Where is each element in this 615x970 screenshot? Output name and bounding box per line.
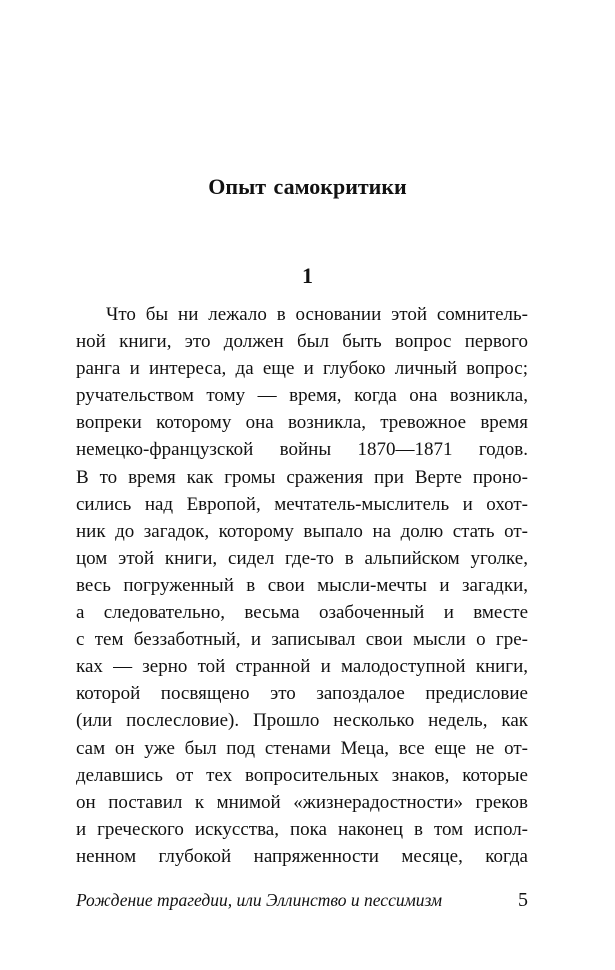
text-line: сились над Европой, мечтатель-мыслитель и охот- <box>76 493 528 515</box>
text-line: немецко-французской войны 1870—1871 годов. <box>76 439 528 461</box>
text-line: сам он уже был под стенами Меца, все еще не от- <box>76 737 528 759</box>
text-line: (или послесловие). Прошло несколько недель, как <box>76 710 528 732</box>
text-line: с тем беззаботный, и записывал свои мысли о гре- <box>76 629 528 651</box>
text-line: В то время как громы сражения при Верте проно- <box>76 466 528 488</box>
text-line: Что бы ни лежало в основании этой сомнитель- <box>106 304 528 325</box>
chapter-title: Опыт самокритики <box>208 174 407 199</box>
text-line: а следовательно, весьма озабоченный и вместе <box>76 602 528 624</box>
text-line: ках — зерно той странной и малодоступной книги, <box>76 656 528 678</box>
section-number: 1 <box>302 263 313 288</box>
text-line: ной книги, это должен был быть вопрос первого <box>76 331 528 353</box>
running-title: Рождение трагедии, или Эллинство и пессимизм <box>76 890 443 910</box>
text-line: он поставил к мнимой «жизнерадостности» греков <box>76 791 528 813</box>
text-line: весь погруженный в свои мысли-мечты и загадки, <box>76 574 528 596</box>
body-text <box>76 301 528 870</box>
text-line: ненном глубокой напряженности месяце, когда <box>76 845 528 867</box>
text-line: ранга и интереса, да еще и глубоко личный вопрос; <box>76 358 528 380</box>
text-line: которой посвящено это запоздалое предисловие <box>76 683 528 705</box>
text-line: ручательством тому — время, когда она возникла, <box>76 385 528 407</box>
page-footer <box>76 886 528 914</box>
text-line: делавшись от тех вопросительных знаков, которые <box>76 764 528 786</box>
text-line: вопреки которому она возникла, тревожное время <box>76 412 528 434</box>
text-line: ник до загадок, которому выпало на долю стать от- <box>76 520 528 542</box>
text-line: и греческого искусства, пока наконец в том испол- <box>76 818 528 840</box>
page-number: 5 <box>518 889 528 911</box>
text-line: цом этой книги, сидел где-то в альпийском уголке, <box>76 547 528 569</box>
